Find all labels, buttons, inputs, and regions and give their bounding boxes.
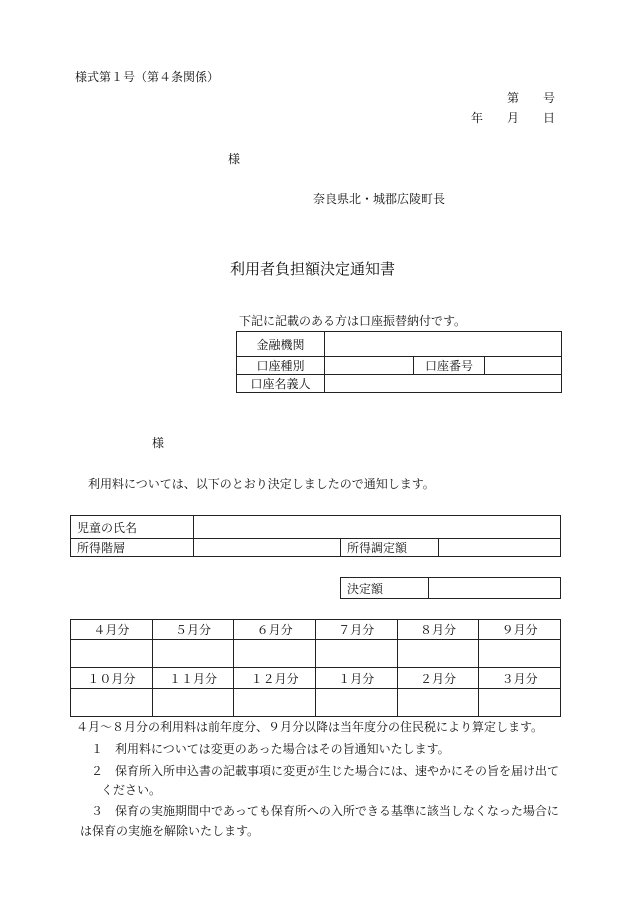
calc-note: ４月～８月分の利用料は前年度分、９月分以降は当年度分の住民税により算定します。 — [76, 720, 544, 734]
month-fee-value[interactable] — [397, 689, 479, 717]
note-item-3-line-1: ３ 保育の実施期間中であっても保育所への入所できる基準に該当しなくなった場合に — [91, 804, 559, 818]
account-type-value[interactable] — [325, 357, 414, 375]
decided-amount-value[interactable] — [429, 578, 561, 599]
month-fee-value[interactable] — [479, 640, 561, 668]
decided-amount-table — [340, 577, 561, 599]
decided-amount-label: 決定額 — [341, 578, 429, 599]
month-label: １月分 — [315, 668, 397, 689]
decided-amount-row — [341, 578, 561, 599]
month-value-row-2 — [71, 689, 561, 717]
bank-row-holder — [237, 375, 562, 393]
note-item-2-line-1: ２ 保育所入所申込書の記載事項に変更が生じた場合には、速やかにその旨を届け出て — [91, 764, 560, 778]
issuer-name: 奈良県北・城郡広陵町長 — [313, 192, 446, 206]
institution-value[interactable] — [325, 332, 562, 357]
child-name-label: 児童の氏名 — [71, 516, 194, 539]
income-row — [71, 539, 561, 557]
account-number-value[interactable] — [485, 357, 562, 375]
month-label: ６月分 — [234, 620, 316, 640]
month-fee-value[interactable] — [152, 689, 234, 717]
account-holder-label: 口座名義人 — [237, 375, 325, 393]
month-fee-value[interactable] — [397, 640, 479, 668]
month-label: ４月分 — [71, 620, 153, 640]
account-holder-value[interactable] — [325, 375, 562, 393]
month-label: １０月分 — [71, 668, 153, 689]
bank-table — [236, 331, 562, 393]
month-label: ９月分 — [479, 620, 561, 640]
bank-row-type — [237, 357, 562, 375]
month-fee-value[interactable] — [71, 689, 153, 717]
month-label: １１月分 — [152, 668, 234, 689]
month-fee-value[interactable] — [315, 689, 397, 717]
child-name-row — [71, 516, 561, 539]
month-header-row-2 — [71, 668, 561, 689]
month-value-row-1 — [71, 640, 561, 668]
institution-label: 金融機関 — [237, 332, 325, 357]
month-label: ３月分 — [479, 668, 561, 689]
month-label: ５月分 — [152, 620, 234, 640]
month-label: ８月分 — [397, 620, 479, 640]
month-fee-value[interactable] — [71, 640, 153, 668]
month-label: １２月分 — [234, 668, 316, 689]
month-fee-value[interactable] — [234, 689, 316, 717]
account-number-label: 口座番号 — [414, 357, 485, 375]
issue-date: 年 月 日 — [471, 111, 556, 125]
income-amount-label: 所得調定額 — [341, 539, 439, 557]
account-type-label: 口座種別 — [237, 357, 325, 375]
month-fee-value[interactable] — [315, 640, 397, 668]
recipient-honorific: 様 — [228, 152, 241, 166]
bank-intro: 下記に記載のある方は口座振替納付です。 — [239, 314, 467, 328]
month-fee-value[interactable] — [152, 640, 234, 668]
guardian-honorific: 様 — [152, 436, 165, 450]
income-bracket-label: 所得階層 — [71, 539, 194, 557]
note-item-3-line-2: は保育の実施を解除いたします。 — [80, 824, 260, 838]
note-item-1: １ 利用料については変更のあった場合はその旨通知いたします。 — [91, 742, 450, 756]
income-amount-value[interactable] — [439, 539, 561, 557]
child-name-value[interactable] — [194, 516, 561, 539]
month-header-row-1 — [71, 620, 561, 640]
monthly-fee-table — [70, 619, 561, 717]
month-fee-value[interactable] — [234, 640, 316, 668]
note-item-2-line-2: ください。 — [101, 783, 162, 797]
document-number: 第 号 — [507, 91, 556, 105]
bank-row-institution — [237, 332, 562, 357]
form-number: 様式第１号（第４条関係） — [75, 70, 220, 84]
income-bracket-value[interactable] — [194, 539, 341, 557]
document-title: 利用者負担額決定通知書 — [230, 260, 396, 278]
month-label: ２月分 — [397, 668, 479, 689]
month-fee-value[interactable] — [479, 689, 561, 717]
month-label: ７月分 — [315, 620, 397, 640]
body-text: 利用料については、以下のとおり決定しましたので通知します。 — [88, 477, 435, 491]
child-info-table — [70, 515, 561, 557]
